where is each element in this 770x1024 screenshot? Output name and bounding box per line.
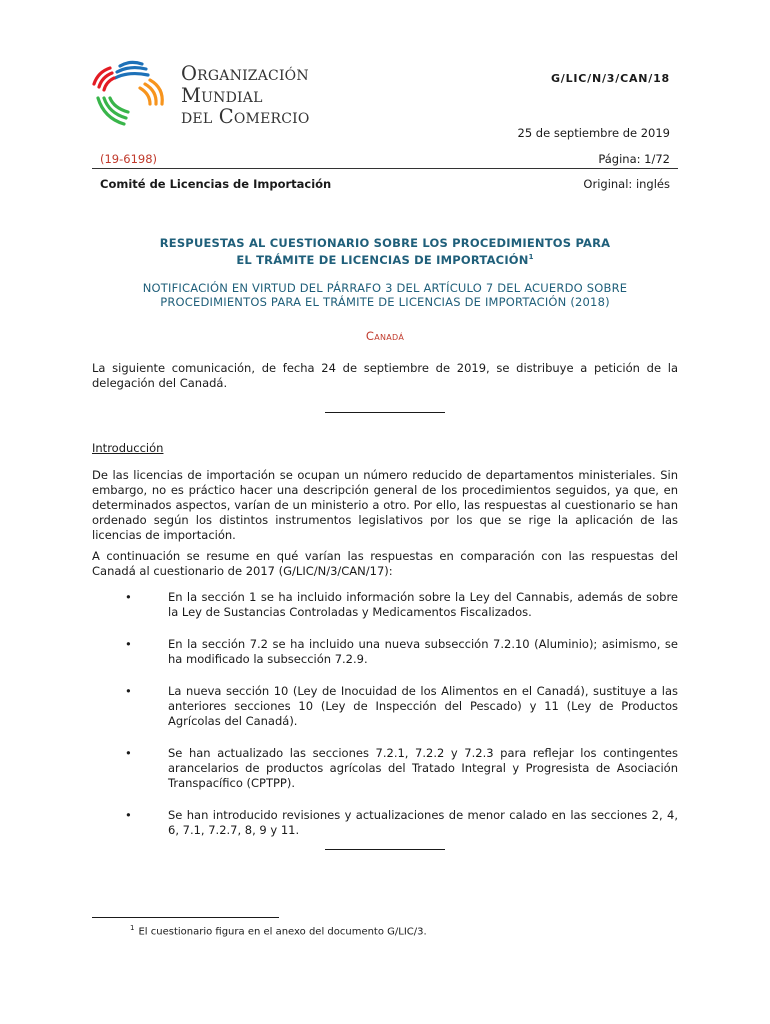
page-indicator: Página: 1/72 [598, 152, 670, 166]
footnote-text: El cuestionario figura en el anexo del documento G/LIC/3. [138, 926, 427, 938]
title-line-2 [92, 250, 678, 267]
title-footnote-ref[interactable]: 1 [528, 253, 534, 261]
list-item [92, 684, 678, 729]
intro-paragraph: La siguiente comunicación, de fecha 24 de septiembre de 2019, se distribuye a petición de la delegación del Canadá. [92, 361, 678, 390]
organization-name [181, 63, 310, 128]
list-item [92, 590, 678, 620]
footnote-divider [92, 917, 279, 918]
list-item-text: En la sección 1 se ha incluido información sobre la Ley del Cannabis, además de sobre la Ley de Sustancias Controladas y Medicamentos Fiscalizados. [168, 590, 678, 619]
subtitle-line-2: PROCEDIMIENTOS PARA EL TRÁMITE DE LICENCIAS DE IMPORTACIÓN (2018) [160, 294, 610, 309]
list-item-text: Se han actualizado las secciones 7.2.1, 7.2.2 y 7.2.3 para reflejar los contingentes arancelarios de productos agrícolas del Tratado Integral y Progresista de Asociación Transpacífico (CPTPP). [168, 746, 678, 790]
separator-line [325, 412, 445, 413]
country-name: Canadá [365, 328, 405, 343]
header-divider [92, 168, 678, 169]
separator-line [325, 849, 445, 850]
title-line-2-text: EL TRÁMITE DE LICENCIAS DE IMPORTACIÓN [236, 252, 529, 267]
document-symbol: G/LIC/N/3/CAN/18 [550, 72, 670, 85]
bullet-icon: • [125, 637, 132, 651]
original-language: Original: inglés [583, 177, 670, 191]
list-item [92, 637, 678, 667]
footnote-number: 1 [130, 924, 135, 932]
paragraph: A continuación se resume en qué varían las respuestas en comparación con las respuestas del Canadá al cuestionario de 2017 (G/LIC/N/3/CAN/17): [92, 549, 678, 578]
list-item-text: En la sección 7.2 se ha incluido una nueva subsección 7.2.10 (Aluminio); asimismo, se ha modificado la subsección 7.2.9. [168, 637, 678, 666]
wto-logo [90, 58, 170, 132]
document-title [92, 236, 678, 267]
subtitle-line-1: NOTIFICACIÓN EN VIRTUD DEL PÁRRAFO 3 DEL ARTÍCULO 7 DEL ACUERDO SOBRE [142, 280, 628, 295]
bullet-icon: • [125, 590, 132, 604]
list-item-text: Se han introducido revisiones y actualizaciones de menor calado en las secciones 2, 4, 6, 7.1, 7.2.7, 8, 9 y 11. [168, 808, 678, 837]
org-name-line-1: Organización [181, 62, 309, 85]
changes-list [92, 590, 678, 855]
list-item [92, 808, 678, 838]
bullet-icon: • [125, 746, 132, 760]
title-block [92, 236, 678, 343]
bullet-icon: • [125, 684, 132, 698]
job-number: (19-6198) [100, 152, 158, 166]
title-line-1: RESPUESTAS AL CUESTIONARIO SOBRE LOS PROCEDIMIENTOS PARA [159, 236, 611, 250]
paragraph: De las licencias de importación se ocupan un número reducido de departamentos ministeriales. Sin embargo, no es práctico hacer una descripción general de los procedimientos seguidos, ya que, en determinados aspectos, varían de un ministerio a otro. Por ello, las respuestas al cuestionario se han ordenado según los distintos instrumentos legislativos por los que se rige la aplicación de las licencias de importación. [92, 468, 678, 542]
document-date: 25 de septiembre de 2019 [517, 126, 670, 140]
org-name-line-2: Mundial [181, 83, 263, 107]
document-subtitle [92, 281, 678, 309]
list-item-text: La nueva sección 10 (Ley de Inocuidad de los Alimentos en el Canadá), sustituye a las anteriores secciones 10 (Ley de Inspección del Pescado) y 11 (Ley de Productos Agrícolas del Canadá). [168, 684, 678, 728]
org-name-line-3: del Comercio [181, 105, 310, 128]
list-item [92, 746, 678, 791]
bullet-icon: • [125, 808, 132, 822]
section-heading: Introducción [92, 441, 164, 455]
footnote [130, 924, 427, 937]
committee-name: Comité de Licencias de Importación [100, 177, 332, 191]
